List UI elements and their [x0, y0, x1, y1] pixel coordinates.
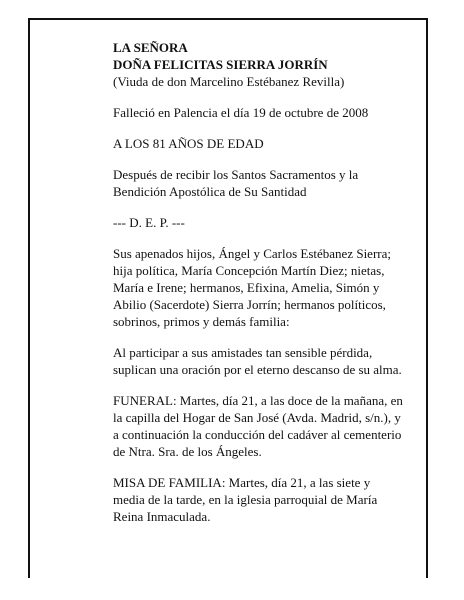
- spacer: [113, 152, 413, 166]
- mass-line-2: media de la tarde, en la iglesia parroquial de María: [113, 492, 378, 507]
- mourners-line-2: hija política, María Concepción Martín Diez; nietas,: [113, 263, 385, 278]
- mourners-line-1: Sus apenados hijos, Ángel y Carlos Estébanez Sierra;: [113, 246, 391, 261]
- heading-title: LA SEÑORA: [113, 40, 188, 55]
- obituary-text: [113, 39, 413, 525]
- request-line-2: suplican una oración por el eterno descanso de su alma.: [113, 362, 402, 377]
- deceased-name: DOÑA FELICITAS SIERRA JORRÍN: [113, 57, 328, 72]
- mourners-line-5: sobrinos, primos y demás familia:: [113, 314, 290, 329]
- death-notice: Falleció en Palencia el día 19 de octubre de 2008: [113, 105, 369, 120]
- spacer: [113, 200, 413, 214]
- mass-line-1: MISA DE FAMILIA: Martes, día 21, a las siete y: [113, 475, 371, 490]
- spacer: [113, 231, 413, 245]
- sacraments-line-1: Después de recibir los Santos Sacramentos y la: [113, 167, 359, 182]
- mourners-line-3: María e Irene; hermanos, Efixina, Amelia, Simón y: [113, 280, 380, 295]
- request-line-1: Al participar a sus amistades tan sensible pérdida,: [113, 345, 373, 360]
- funeral-line-3: a continuación la conducción del cadáver al cementerio: [113, 427, 402, 442]
- funeral-line-4: de Ntra. Sra. de los Ángeles.: [113, 444, 262, 459]
- mass-line-3: Reina Inmaculada.: [113, 509, 211, 524]
- spacer: [113, 90, 413, 104]
- mourners-line-4: Abilio (Sacerdote) Sierra Jorrín; hermanos políticos,: [113, 297, 386, 312]
- rip-line: --- D. E. P. ---: [113, 215, 185, 230]
- sacraments-line-2: Bendición Apostólica de Su Santidad: [113, 184, 307, 199]
- funeral-line-2: la capilla del Hogar de San José (Avda. Madrid, s/n.), y: [113, 410, 401, 425]
- spacer: [113, 378, 413, 392]
- spacer: [113, 330, 413, 344]
- widow-note: (Viuda de don Marcelino Estébanez Revilla): [113, 74, 345, 89]
- spacer: [113, 121, 413, 135]
- funeral-line-1: FUNERAL: Martes, día 21, a las doce de la mañana, en: [113, 393, 403, 408]
- age-line: A LOS 81 AÑOS DE EDAD: [113, 136, 264, 151]
- spacer: [113, 460, 413, 474]
